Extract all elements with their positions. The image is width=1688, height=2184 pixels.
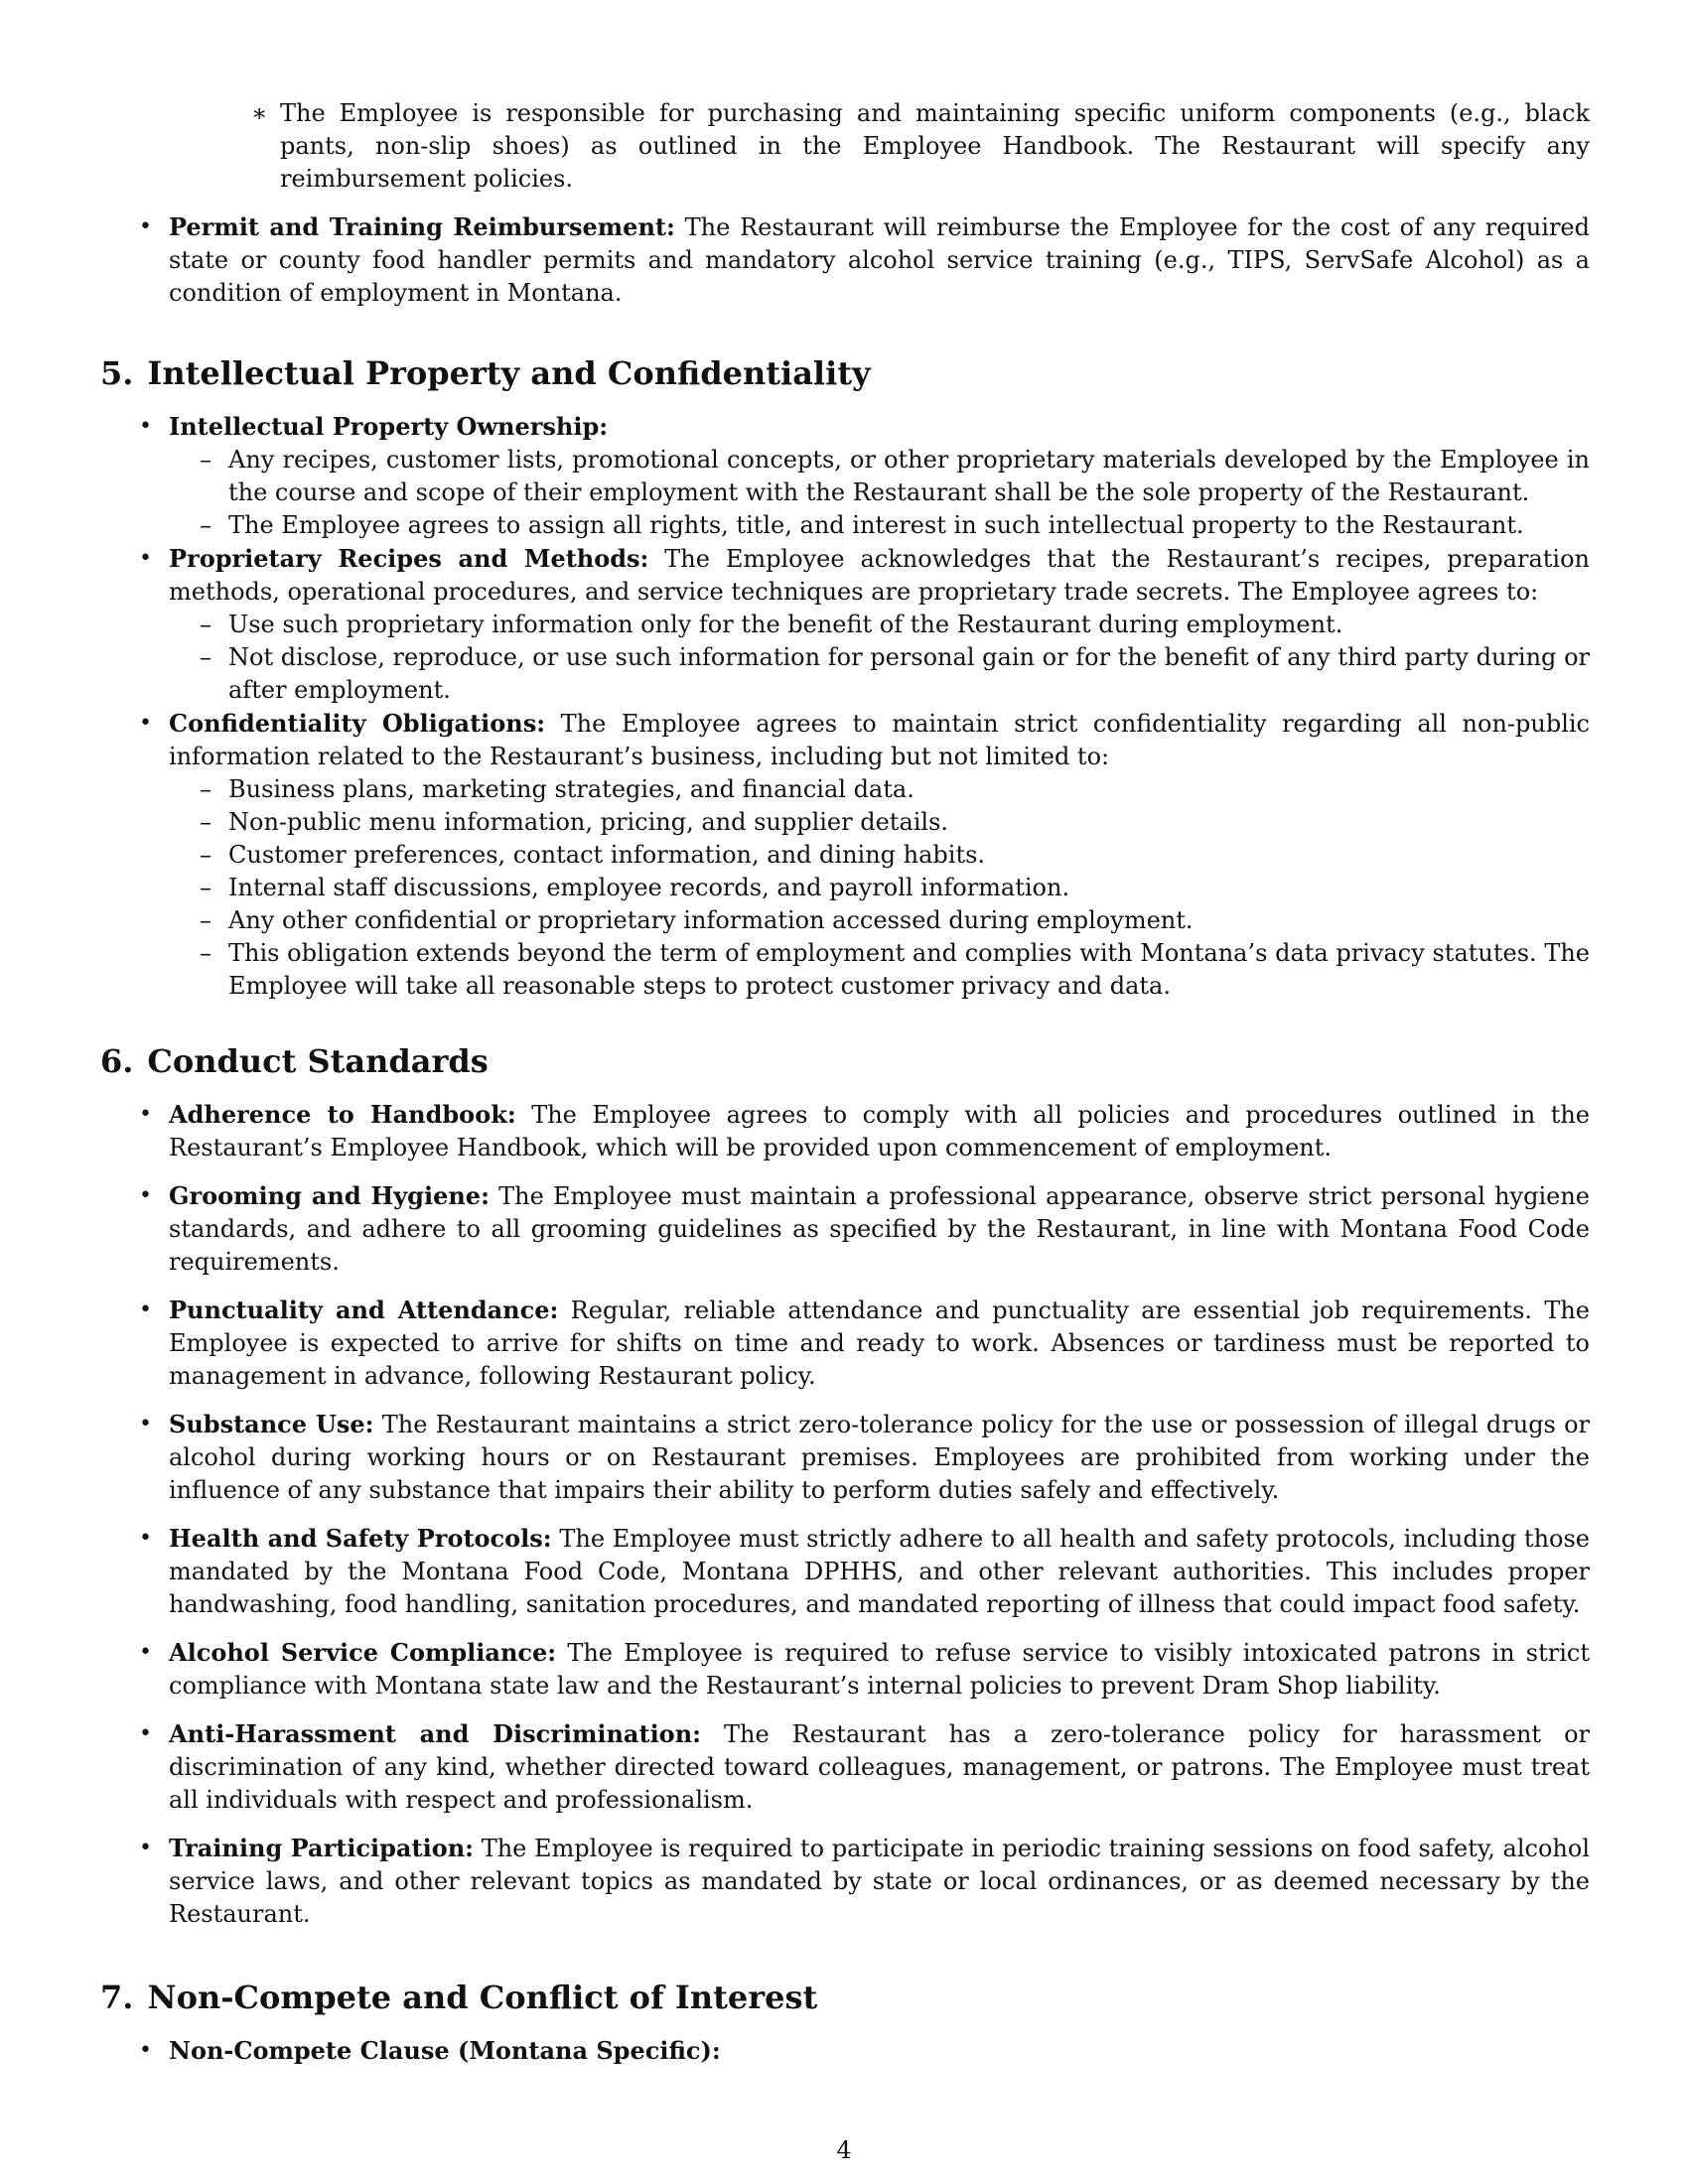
bullet-marker: • bbox=[139, 711, 152, 736]
list-item bbox=[0, 1717, 1688, 1817]
sub-list-item: – Internal staff discussions, employee records, and payroll information. bbox=[0, 872, 1688, 904]
section-heading: 6. Conduct Standards bbox=[100, 1042, 489, 1080]
item-text: The Employee agrees to maintain strict confidentiality regarding all non-public information related to the Restaurant’s business, including but not limited to: bbox=[169, 710, 1590, 770]
sub-list-item: – This obligation extends beyond the term of employment and complies with Montana’s data privacy statutes. The Employee will take all reasonable steps to protect customer privacy and data. bbox=[200, 939, 1590, 1000]
list-item bbox=[0, 97, 1688, 196]
item-text: The Employee is required to participate in periodic training sessions on food safety, alcohol service laws, and other relevant topics as mandated by state or local ordinances, or as deemed necessary by the Restaurant. bbox=[169, 1835, 1590, 1928]
sub-list-item: – Any recipes, customer lists, promotional concepts, or other proprietary materials developed by the Employee in the course and scope of their employment with the Restaurant shall be the sole property of the Restaurant. bbox=[200, 446, 1590, 506]
item-text: The Employee must maintain a professional appearance, observe strict personal hygiene standards, and adhere to all grooming guidelines as specified by the Restaurant, in line with Montana Food Code requirements. bbox=[169, 1182, 1591, 1276]
list-item bbox=[0, 1179, 1688, 1279]
item-text: The Employee agrees to comply with all policies and procedures outlined in the Restaurant’s Employee Handbook, which will be provided upon commencement of employment. bbox=[169, 1101, 1590, 1161]
sub-list-item: – Non-public menu information, pricing, and supplier details. bbox=[0, 806, 1688, 839]
item-text: The Employee is required to refuse service to visibly intoxicated patrons in strict compliance with Montana state law and the Restaurant’s internal policies to prevent Dram Shop liability. bbox=[169, 1639, 1590, 1700]
item-label: Substance Use: bbox=[169, 1410, 374, 1438]
bullet-marker: • bbox=[139, 1183, 152, 1208]
section-heading: 5. Intellectual Property and Confidentiality bbox=[100, 354, 871, 392]
sub-list-item: – Business plans, marketing strategies, and financial data. bbox=[0, 773, 1688, 806]
item-label: Confidentiality Obligations: bbox=[169, 709, 546, 738]
dash-marker: – bbox=[200, 643, 211, 671]
bullet-marker: • bbox=[139, 1102, 152, 1127]
asterisk-marker: ∗ bbox=[251, 99, 268, 127]
sub-list-item: – Not disclose, reproduce, or use such information for personal gain or for the benefit of any third party during or after employment. bbox=[200, 643, 1590, 704]
bullet-marker: • bbox=[139, 1412, 152, 1436]
section-6-body bbox=[0, 1098, 1688, 1931]
sub-list-item: – Use such proprietary information only for the benefit of the Restaurant during employment. bbox=[0, 609, 1688, 641]
page-number: 4 bbox=[836, 2136, 852, 2164]
list-item bbox=[0, 1408, 1688, 1507]
dash-marker: – bbox=[200, 906, 211, 934]
dash-marker: – bbox=[200, 775, 211, 803]
sub-list-item: – Any other confidential or proprietary information accessed during employment. bbox=[0, 904, 1688, 937]
list-item bbox=[0, 707, 1688, 773]
bullet-marker: • bbox=[139, 1640, 152, 1665]
item-label: Proprietary Recipes and Methods: bbox=[169, 544, 649, 573]
dash-marker: – bbox=[200, 511, 211, 539]
section-7-body bbox=[0, 2034, 1688, 2068]
section-heading: 7. Non-Compete and Conflict of Interest bbox=[100, 1979, 818, 2016]
list-item bbox=[0, 2034, 1688, 2068]
item-label: Non-Compete Clause (Montana Specific): bbox=[169, 2036, 721, 2065]
list-item bbox=[0, 210, 1688, 310]
item-label: Intellectual Property Ownership: bbox=[169, 412, 609, 441]
item-text: The Employee must strictly adhere to all health and safety protocols, including those mandated by the Montana Food Code, Montana DPHHS, and other relevant authorities. This includes proper handwashing, food handling, sanitation procedures, and mandated reporting of illness that could impact food safety. bbox=[169, 1525, 1590, 1618]
uniform-continuation bbox=[0, 97, 1688, 310]
item-text: The Restaurant has a zero-tolerance policy for harassment or discrimination of any kind, whether directed toward colleagues, management, or patrons. The Employee must treat all individuals with respect and professionalism. bbox=[169, 1720, 1591, 1814]
sub-list-item: – The Employee agrees to assign all rights, title, and interest in such intellectual property to the Restaurant. bbox=[0, 509, 1688, 542]
item-label: Punctuality and Attendance: bbox=[169, 1296, 559, 1324]
item-text: The Restaurant will reimburse the Employee for the cost of any required state or county food handler permits and mandatory alcohol service training (e.g., TIPS, ServSafe Alcohol) as a condition of employment in Montana. bbox=[169, 213, 1590, 307]
dash-marker: – bbox=[200, 611, 211, 638]
dash-marker: – bbox=[200, 446, 211, 474]
bullet-marker: • bbox=[139, 1721, 152, 1746]
dash-marker: – bbox=[200, 939, 211, 967]
bullet-marker: • bbox=[139, 546, 152, 571]
dash-marker: – bbox=[200, 808, 211, 836]
item-text: The Employee acknowledges that the Restaurant’s recipes, preparation methods, operational procedures, and service techniques are proprietary trade secrets. The Employee agrees to: bbox=[169, 545, 1590, 606]
list-item bbox=[0, 410, 1688, 444]
list-item bbox=[0, 1294, 1688, 1393]
list-item bbox=[0, 542, 1688, 609]
item-label: Anti-Harassment and Discrimination: bbox=[169, 1719, 702, 1748]
bullet-marker: • bbox=[139, 1297, 152, 1322]
item-label: Alcohol Service Compliance: bbox=[169, 1638, 557, 1667]
sub-list-item: – Customer preferences, contact information, and dining habits. bbox=[0, 839, 1688, 872]
list-item-text: The Employee is responsible for purchasing and maintaining specific uniform components (e.g., black pants, non-slip shoes) as outlined in the Employee Handbook. The Restaurant will specify any reimbursement policies. bbox=[280, 99, 1590, 193]
list-item bbox=[0, 1098, 1688, 1164]
section-5-body bbox=[0, 410, 1688, 1003]
bullet-marker: • bbox=[139, 2038, 152, 2063]
bullet-marker: • bbox=[139, 214, 152, 239]
dash-marker: – bbox=[200, 841, 211, 869]
item-text: Regular, reliable attendance and punctuality are essential job requirements. The Employee is expected to arrive for shifts on time and ready to work. Absences or tardiness must be reported to management in advance, following Restaurant policy. bbox=[169, 1297, 1590, 1390]
item-text: The Restaurant maintains a strict zero-tolerance policy for the use or possession of illegal drugs or alcohol during working hours or on Restaurant premises. Employees are prohibited from working under the influence of any substance that impairs their ability to perform duties safely and effectively. bbox=[169, 1411, 1591, 1504]
bullet-marker: • bbox=[139, 1526, 152, 1551]
item-label: Adherence to Handbook: bbox=[169, 1100, 516, 1129]
list-item bbox=[0, 1636, 1688, 1703]
bullet-marker: • bbox=[139, 414, 152, 439]
item-label: Training Participation: bbox=[169, 1834, 475, 1862]
item-label: Health and Safety Protocols: bbox=[169, 1524, 552, 1553]
dash-marker: – bbox=[200, 874, 211, 901]
item-label: Permit and Training Reimbursement: bbox=[169, 212, 675, 241]
item-label: Grooming and Hygiene: bbox=[169, 1181, 490, 1210]
list-item bbox=[0, 1832, 1688, 1931]
list-item bbox=[0, 1522, 1688, 1621]
bullet-marker: • bbox=[139, 1836, 152, 1860]
